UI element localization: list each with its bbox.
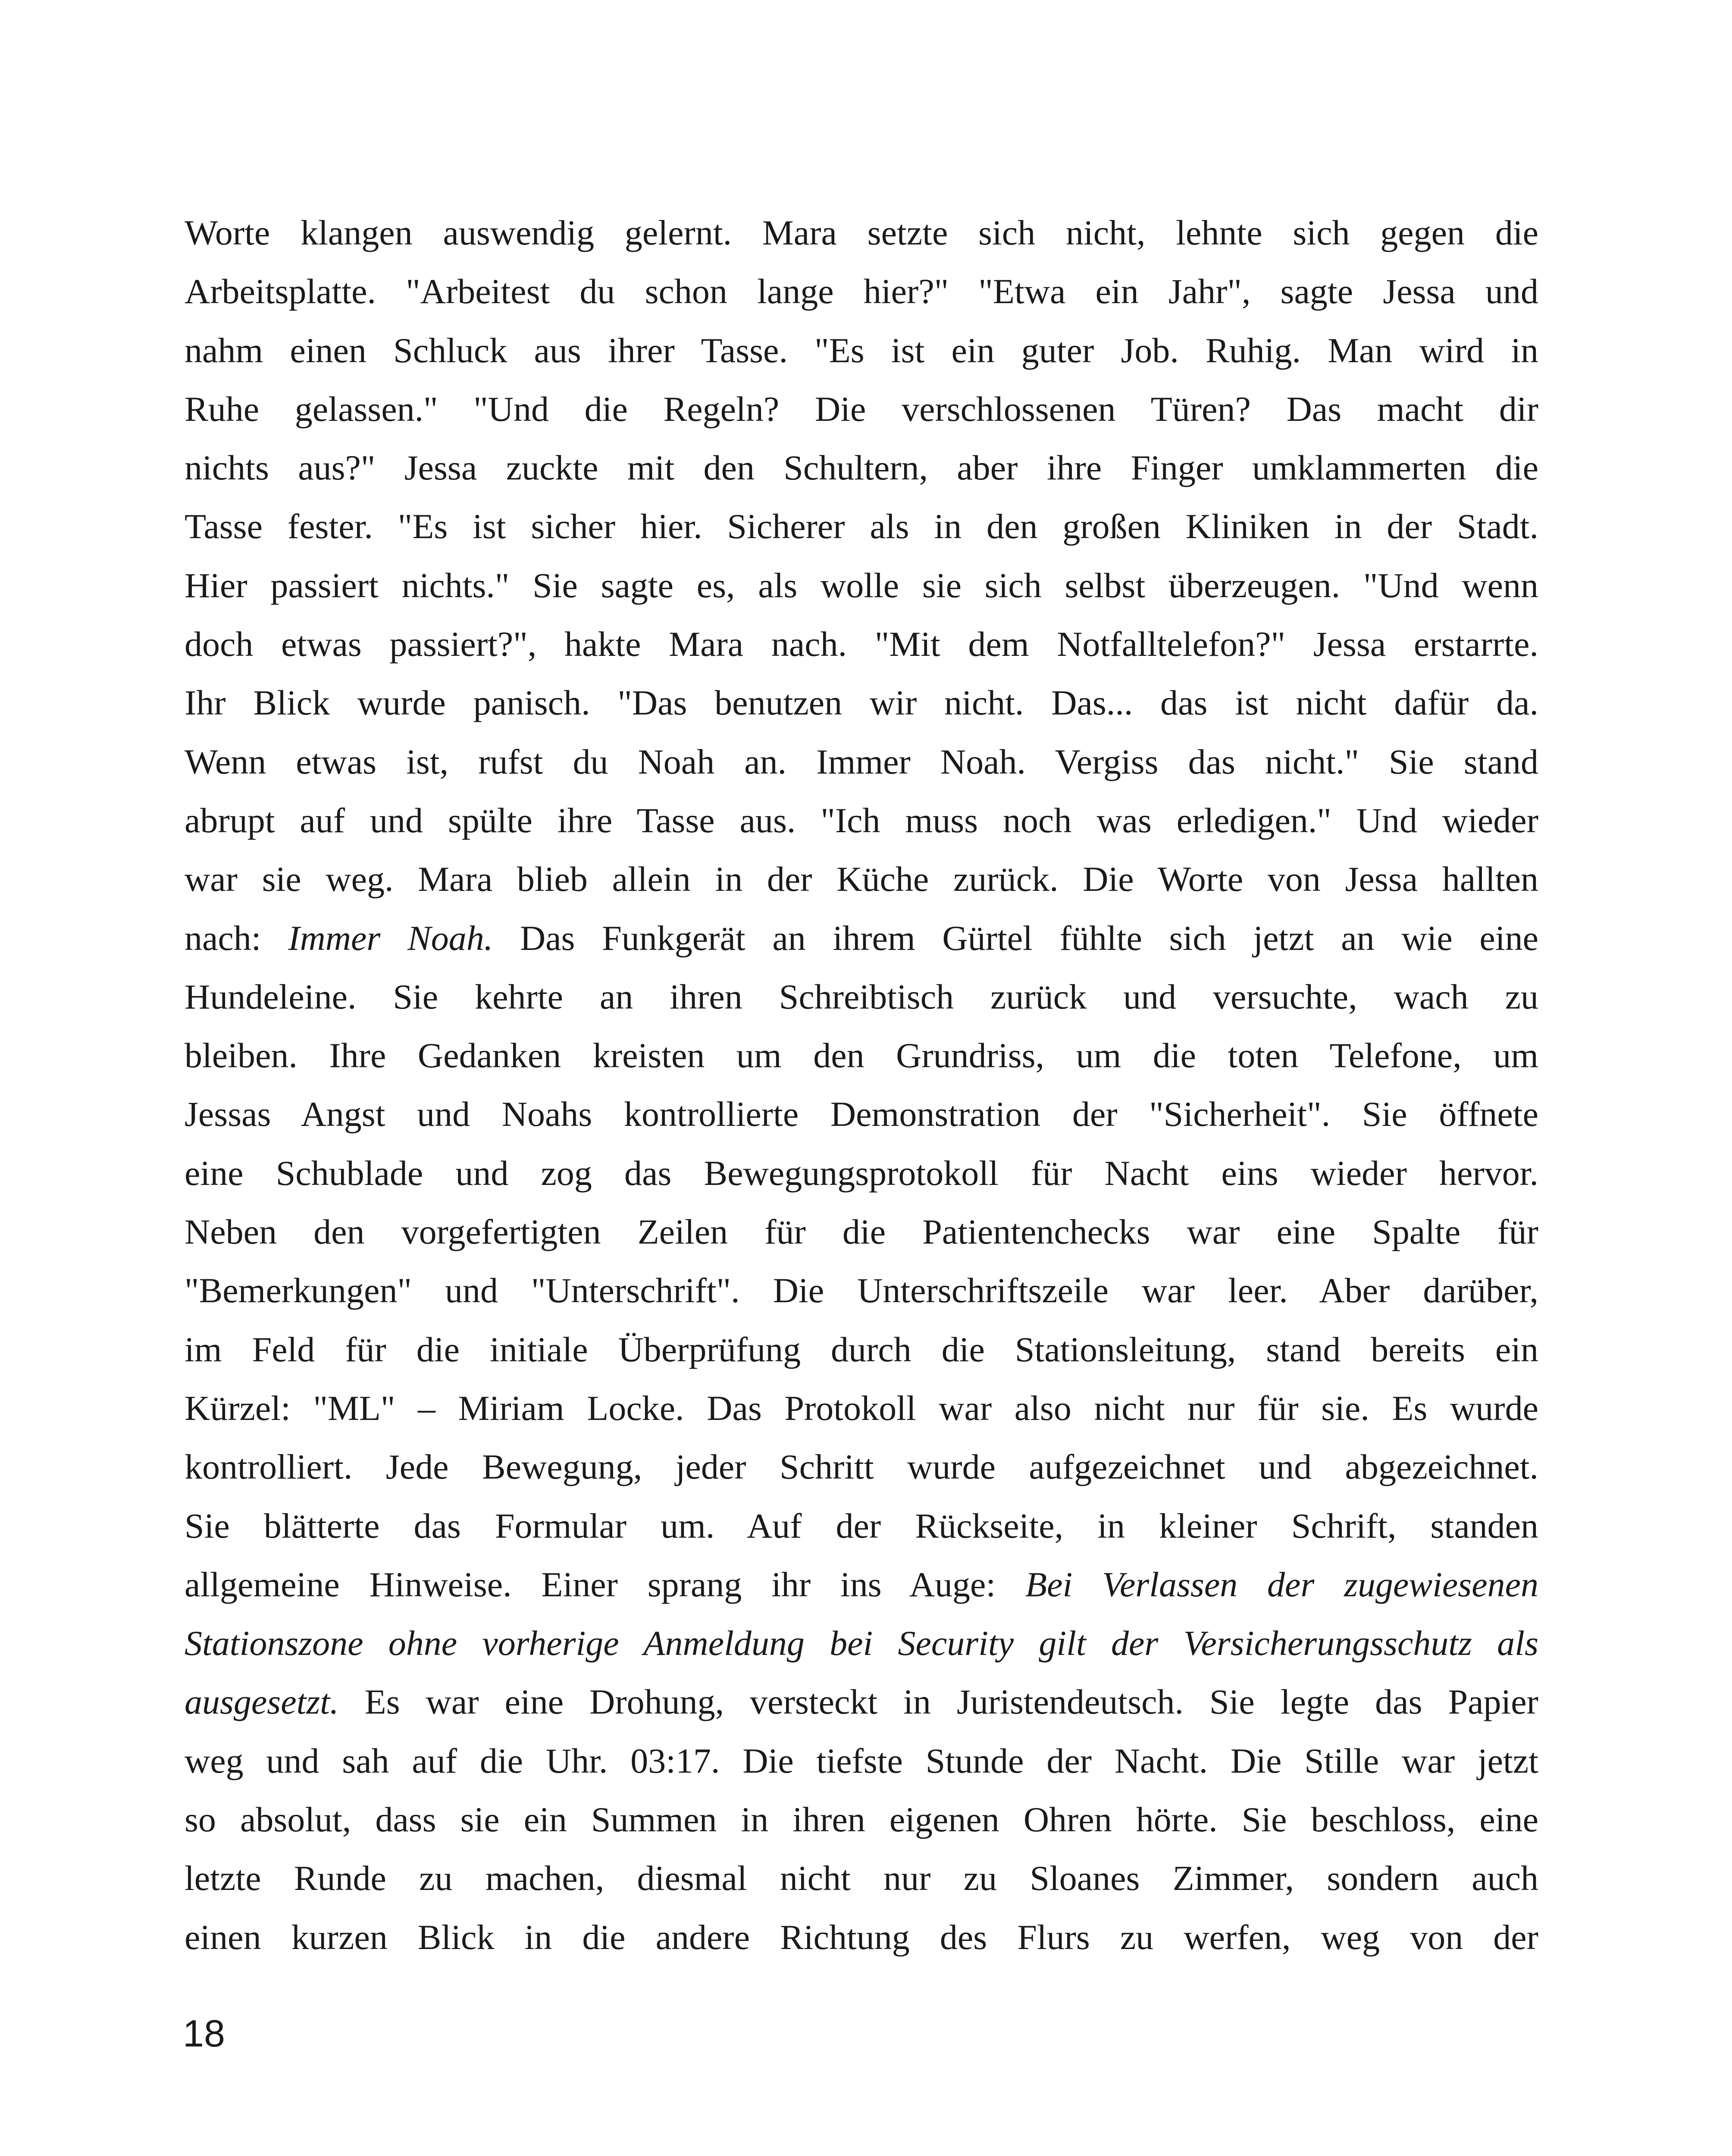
text-line bbox=[185, 1144, 1538, 1203]
text-segment: Kürzel: "ML" – Miriam Locke. Das Protokoll war also nicht nur für sie. Es wurde bbox=[185, 1388, 1538, 1428]
text-line bbox=[185, 1732, 1538, 1790]
text-line bbox=[185, 1614, 1538, 1673]
italic-text: Stationszone ohne vorherige Anmeldung bei Security gilt der Versicherungsschutz als bbox=[185, 1623, 1538, 1663]
text-segment: Worte klangen auswendig gelernt. Mara setzte sich nicht, lehnte sich gegen die bbox=[185, 213, 1538, 252]
text-segment: eine Schublade und zog das Bewegungsprotokoll für Nacht eins wieder hervor. bbox=[185, 1153, 1538, 1193]
text-line bbox=[185, 1673, 1538, 1731]
italic-text: Bei Verlassen der zugewiesenen bbox=[1025, 1564, 1538, 1604]
text-line bbox=[185, 1085, 1538, 1144]
text-segment: Es war eine Drohung, versteckt in Juristendeutsch. Sie legte das Papier bbox=[338, 1682, 1538, 1722]
body-text bbox=[185, 204, 1538, 1967]
text-segment: Das Funkgerät an ihrem Gürtel fühlte sich jetzt an wie eine bbox=[493, 918, 1538, 958]
text-segment: "Bemerkungen" und "Unterschrift". Die Unterschriftszeile war leer. Aber darüber, bbox=[185, 1271, 1538, 1310]
text-line bbox=[185, 497, 1538, 556]
text-segment: Neben den vorgefertigten Zeilen für die Patientenchecks war eine Spalte für bbox=[185, 1212, 1538, 1252]
text-line bbox=[185, 909, 1538, 968]
text-line bbox=[185, 1790, 1538, 1849]
text-line bbox=[185, 321, 1538, 380]
text-segment: Arbeitsplatte. "Arbeitest du schon lange hier?" "Etwa ein Jahr", sagte Jessa und bbox=[185, 272, 1538, 311]
text-line bbox=[185, 439, 1538, 497]
italic-text: Immer Noah. bbox=[288, 918, 493, 958]
text-segment: Ihr Blick wurde panisch. "Das benutzen wir nicht. Das... das ist nicht dafür da. bbox=[185, 683, 1538, 723]
text-segment: abrupt auf und spülte ihre Tasse aus. "Ich muss noch was erledigen." Und wieder bbox=[185, 800, 1538, 840]
text-line bbox=[185, 791, 1538, 850]
text-line bbox=[185, 262, 1538, 321]
text-segment: kontrolliert. Jede Bewegung, jeder Schritt wurde aufgezeichnet und abgezeichnet. bbox=[185, 1447, 1538, 1487]
text-segment: bleiben. Ihre Gedanken kreisten um den Grundriss, um die toten Telefone, um bbox=[185, 1036, 1538, 1075]
text-line bbox=[185, 1497, 1538, 1555]
text-segment: so absolut, dass sie ein Summen in ihren eigenen Ohren hörte. Sie beschloss, eine bbox=[185, 1800, 1538, 1839]
text-segment: einen kurzen Blick in die andere Richtung des Flurs zu werfen, weg von der bbox=[185, 1917, 1538, 1957]
text-segment: weg und sah auf die Uhr. 03:17. Die tiefste Stunde der Nacht. Die Stille war jetzt bbox=[185, 1741, 1538, 1780]
text-line bbox=[185, 1026, 1538, 1085]
text-segment: nichts aus?" Jessa zuckte mit den Schultern, aber ihre Finger umklammerten die bbox=[185, 448, 1538, 488]
text-line bbox=[185, 1379, 1538, 1438]
text-segment: Hier passiert nichts." Sie sagte es, als wolle sie sich selbst überzeugen. "Und wenn bbox=[185, 565, 1538, 605]
text-line bbox=[185, 1261, 1538, 1320]
text-segment: allgemeine Hinweise. Einer sprang ihr ins Auge: bbox=[185, 1564, 1025, 1604]
text-segment: Tasse fester. "Es ist sicher hier. Sicherer als in den großen Kliniken in der Stadt. bbox=[185, 507, 1538, 546]
text-line bbox=[185, 1438, 1538, 1496]
text-line bbox=[185, 1555, 1538, 1614]
text-segment: doch etwas passiert?", hakte Mara nach. "Mit dem Notfalltelefon?" Jessa erstarrte. bbox=[185, 624, 1538, 664]
text-segment: nach: bbox=[185, 918, 288, 958]
text-line bbox=[185, 556, 1538, 615]
text-segment: Ruhe gelassen." "Und die Regeln? Die verschlossenen Türen? Das macht dir bbox=[185, 389, 1538, 429]
text-line bbox=[185, 380, 1538, 439]
text-line bbox=[185, 733, 1538, 791]
text-segment: Jessas Angst und Noahs kontrollierte Demonstration der "Sicherheit". Sie öffnete bbox=[185, 1094, 1538, 1134]
italic-text: ausgesetzt. bbox=[185, 1682, 339, 1722]
text-segment: Sie blätterte das Formular um. Auf der Rückseite, in kleiner Schrift, standen bbox=[185, 1506, 1538, 1545]
text-segment: nahm einen Schluck aus ihrer Tasse. "Es ist ein guter Job. Ruhig. Man wird in bbox=[185, 330, 1538, 370]
text-segment: im Feld für die initiale Überprüfung durch die Stationsleitung, stand bereits ein bbox=[185, 1329, 1538, 1369]
text-line bbox=[185, 968, 1538, 1026]
text-segment: Hundeleine. Sie kehrte an ihren Schreibtisch zurück und versuchte, wach zu bbox=[185, 977, 1538, 1016]
text-line bbox=[185, 204, 1538, 262]
text-line bbox=[185, 1320, 1538, 1379]
text-line bbox=[185, 1203, 1538, 1261]
text-line bbox=[185, 850, 1538, 909]
text-segment: letzte Runde zu machen, diesmal nicht nur zu Sloanes Zimmer, sondern auch bbox=[185, 1858, 1538, 1898]
text-line bbox=[185, 1908, 1538, 1967]
page-number: 18 bbox=[183, 2012, 225, 2055]
text-segment: Wenn etwas ist, rufst du Noah an. Immer Noah. Vergiss das nicht." Sie stand bbox=[185, 742, 1538, 781]
text-segment: war sie weg. Mara blieb allein in der Küche zurück. Die Worte von Jessa hallten bbox=[185, 859, 1538, 899]
text-line bbox=[185, 615, 1538, 674]
text-line bbox=[185, 1849, 1538, 1908]
text-line bbox=[185, 674, 1538, 732]
